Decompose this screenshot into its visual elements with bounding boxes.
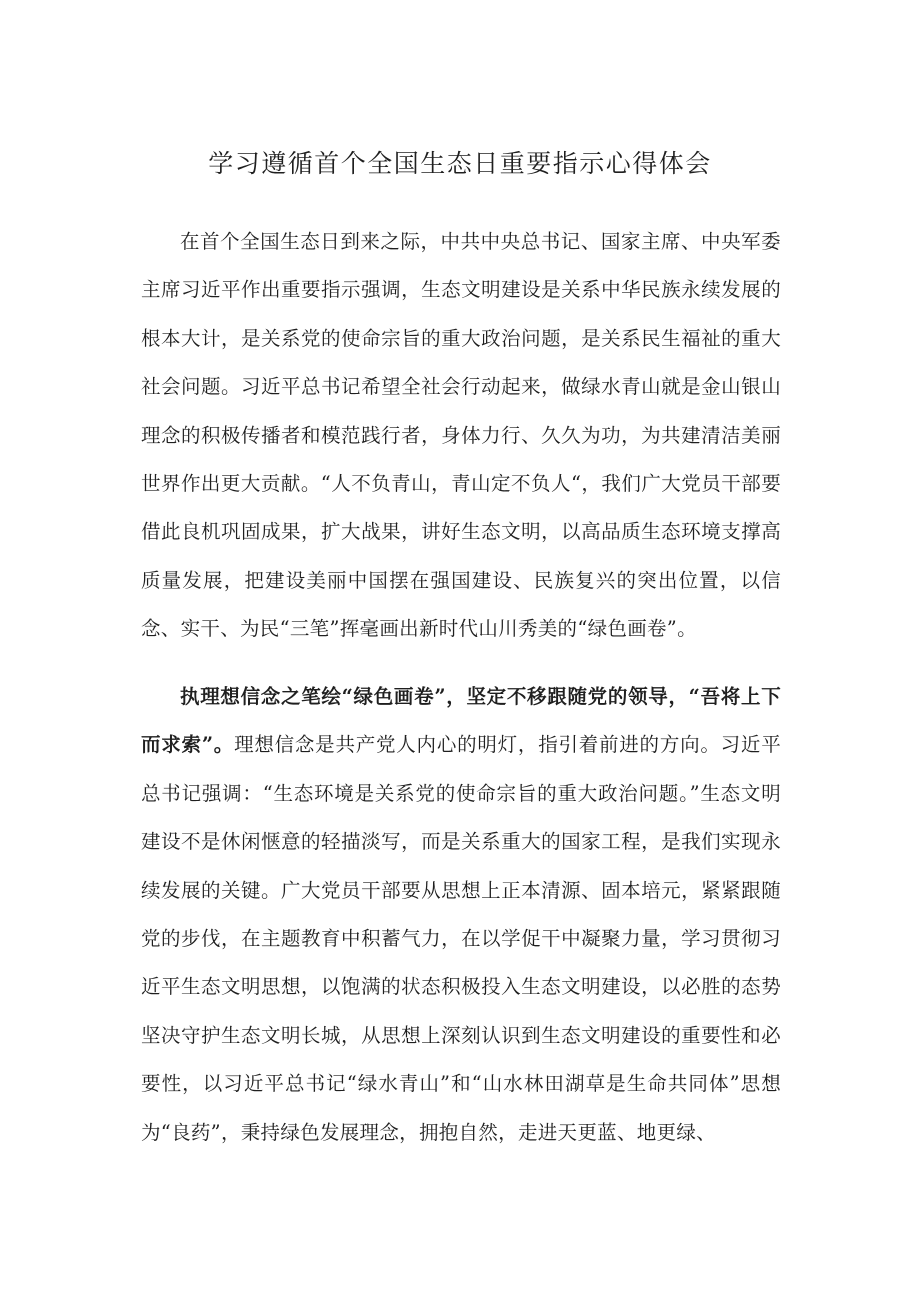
- document-title: 学习遵循首个全国生态日重要指示心得体会: [208, 149, 712, 178]
- paragraph-2-text: 理想信念是共产党人内心的明灯，指引着前进的方向。习近平总书记强调：“生态环境是关系党的使命宗旨的重大政治问题。”生态文明建设不是休闲惬意的轻描淡写，而是关系重大的国家工程，是我们实现永续发展的关键。广大党员干部要从思想上正本清源、固本培元，紧紧跟随党的步伐，在主题教育中积蓄气力，在以学促干中凝聚力量，学习贯彻习近平生态文明思想，以饱满的状态积极投入生态文明建设，以必胜的态势坚决守护生态文明长城，从思想上深刻认识到生态文明建设的重要性和必要性，以习近平总书记“绿水青山”和“山水林田湖草是生命共同体”思想为“良药”，秉持绿色发展理念，拥抱自然，走进天更蓝、地更绿、: [141, 733, 781, 1144]
- paragraph-2-lead: 执理想信念之笔绘“绿色画卷”，坚定不移跟随党的领导，“吾将上下而求索”。: [141, 685, 781, 757]
- paragraph-1: [141, 218, 781, 654]
- paragraph-1-text: 在首个全国生态日到来之际，中共中央总书记、国家主席、中央军委主席习近平作出重要指示强调，生态文明建设是关系中华民族永续发展的根本大计，是关系党的使命宗旨的重大政治问题，是关系民生福祉的重大社会问题。习近平总书记希望全社会行动起来，做绿水青山就是金山银山理念的积极传播者和模范践行者，身体力行、久久为功，为共建清洁美丽世界作出更大贡献。“人不负青山，青山定不负人“，我们广大党员干部要借此良机巩固成果，扩大战果，讲好生态文明，以高品质生态环境支撑高质量发展，把建设美丽中国摆在强国建设、民族复兴的突出位置，以信念、实干、为民“三笔”挥毫画出新时代山川秀美的“绿色画卷”。: [141, 230, 781, 641]
- paragraph-2: [141, 673, 781, 1157]
